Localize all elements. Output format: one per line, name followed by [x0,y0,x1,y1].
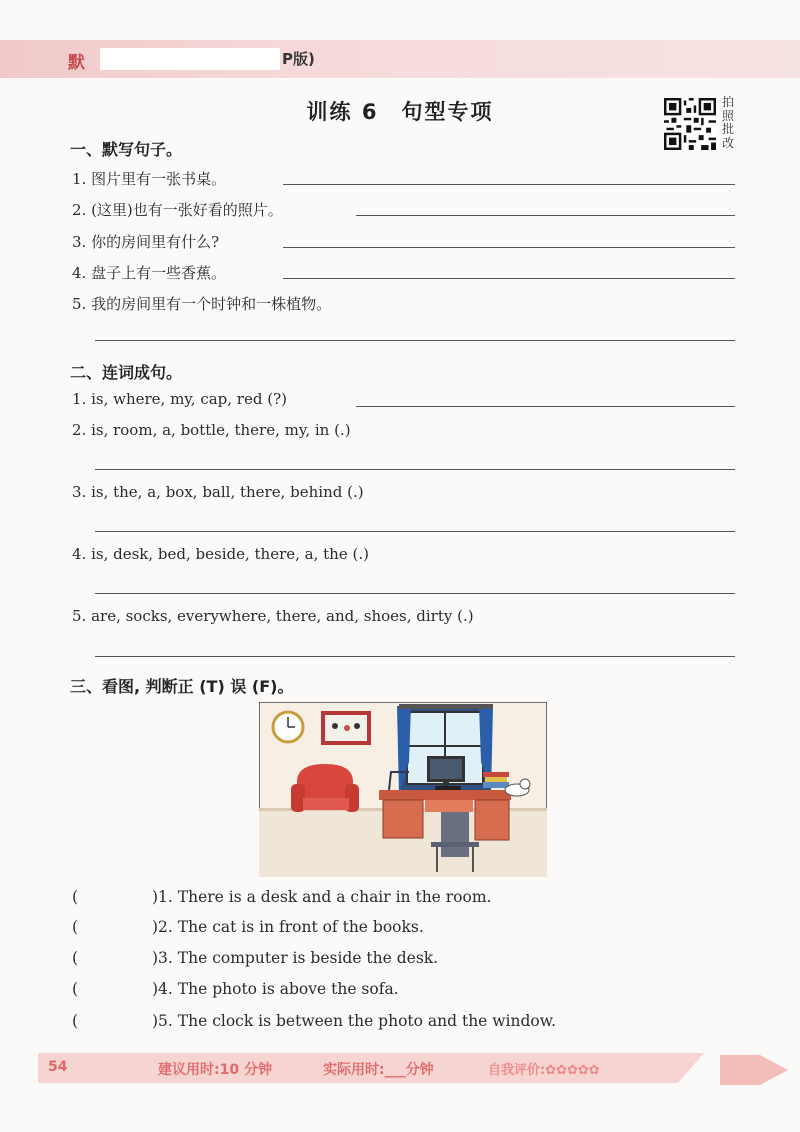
answer-blank-1[interactable]: ( [72,888,79,906]
footer-arrow-icon [720,1055,790,1085]
header-left-text: 默 [68,53,85,73]
section2-item-5: 5. are, socks, everywhere, there, and, shoes, dirty (.) [72,607,474,625]
judge-item-1: ( )1. There is a desk and a chair in the room. [72,888,492,906]
page-number: 54 [48,1059,68,1075]
judge-item-5: ( )5. The clock is between the photo and the window. [72,1012,557,1030]
header-band [0,40,800,78]
answer-line-1-3[interactable] [283,247,735,248]
section2-item-4: 4. is, desk, bed, beside, there, a, the (.) [72,545,369,563]
room-illustration [259,702,547,877]
answer-line-2-4[interactable] [95,593,735,594]
section1-heading: 一、默写句子。 [70,140,183,159]
section2-heading: 二、连词成句。 [70,363,183,382]
page-title: 训练 6 句型专项 [306,100,494,124]
header-right-text: P版) [282,50,315,68]
section2-item-2: 2. is, room, a, bottle, there, my, in (.) [72,421,351,439]
answer-line-2-1[interactable] [356,406,735,407]
judge-item-2: ( )2. The cat is in front of the books. [72,918,424,936]
answer-line-1-1[interactable] [283,184,735,185]
answer-blank-5[interactable]: ( [72,1012,79,1030]
section1-item-2: 2. (这里)也有一张好看的照片。 [72,201,283,219]
rating-stars-icon[interactable]: ✿✿✿✿✿ [545,1063,600,1078]
answer-line-2-3[interactable] [95,531,735,532]
header-cover [100,48,280,70]
qr-code-icon[interactable] [664,98,716,150]
section1-item-5: 5. 我的房间里有一个时钟和一株植物。 [72,295,332,313]
actual-time: 实际用时:___分钟 [323,1062,434,1078]
answer-blank-4[interactable]: ( [72,980,79,998]
answer-blank-3[interactable]: ( [72,949,79,967]
answer-line-1-5[interactable] [95,340,735,341]
self-evaluation: 自我评价:✿✿✿✿✿ [488,1063,600,1078]
answer-line-2-2[interactable] [95,469,735,470]
judge-item-3: ( )3. The computer is beside the desk. [72,949,439,967]
qr-label: 拍 照 批 改 [722,95,735,150]
judge-item-4: ( )4. The photo is above the sofa. [72,980,399,998]
section1-item-3: 3. 你的房间里有什么? [72,233,220,251]
answer-line-1-2[interactable] [356,215,735,216]
footer-bar [38,1053,704,1083]
suggested-time: 建议用时:10 分钟 [158,1062,272,1078]
answer-line-1-4[interactable] [283,278,735,279]
section2-item-3: 3. is, the, a, box, ball, there, behind (.) [72,483,364,501]
answer-blank-2[interactable]: ( [72,918,79,936]
answer-line-2-5[interactable] [95,656,735,657]
section1-item-1: 1. 图片里有一张书桌。 [72,170,227,188]
section2-item-1: 1. is, where, my, cap, red (?) [72,390,287,408]
section3-heading: 三、看图, 判断正 (T) 误 (F)。 [70,677,294,696]
section1-item-4: 4. 盘子上有一些香蕉。 [72,264,227,282]
